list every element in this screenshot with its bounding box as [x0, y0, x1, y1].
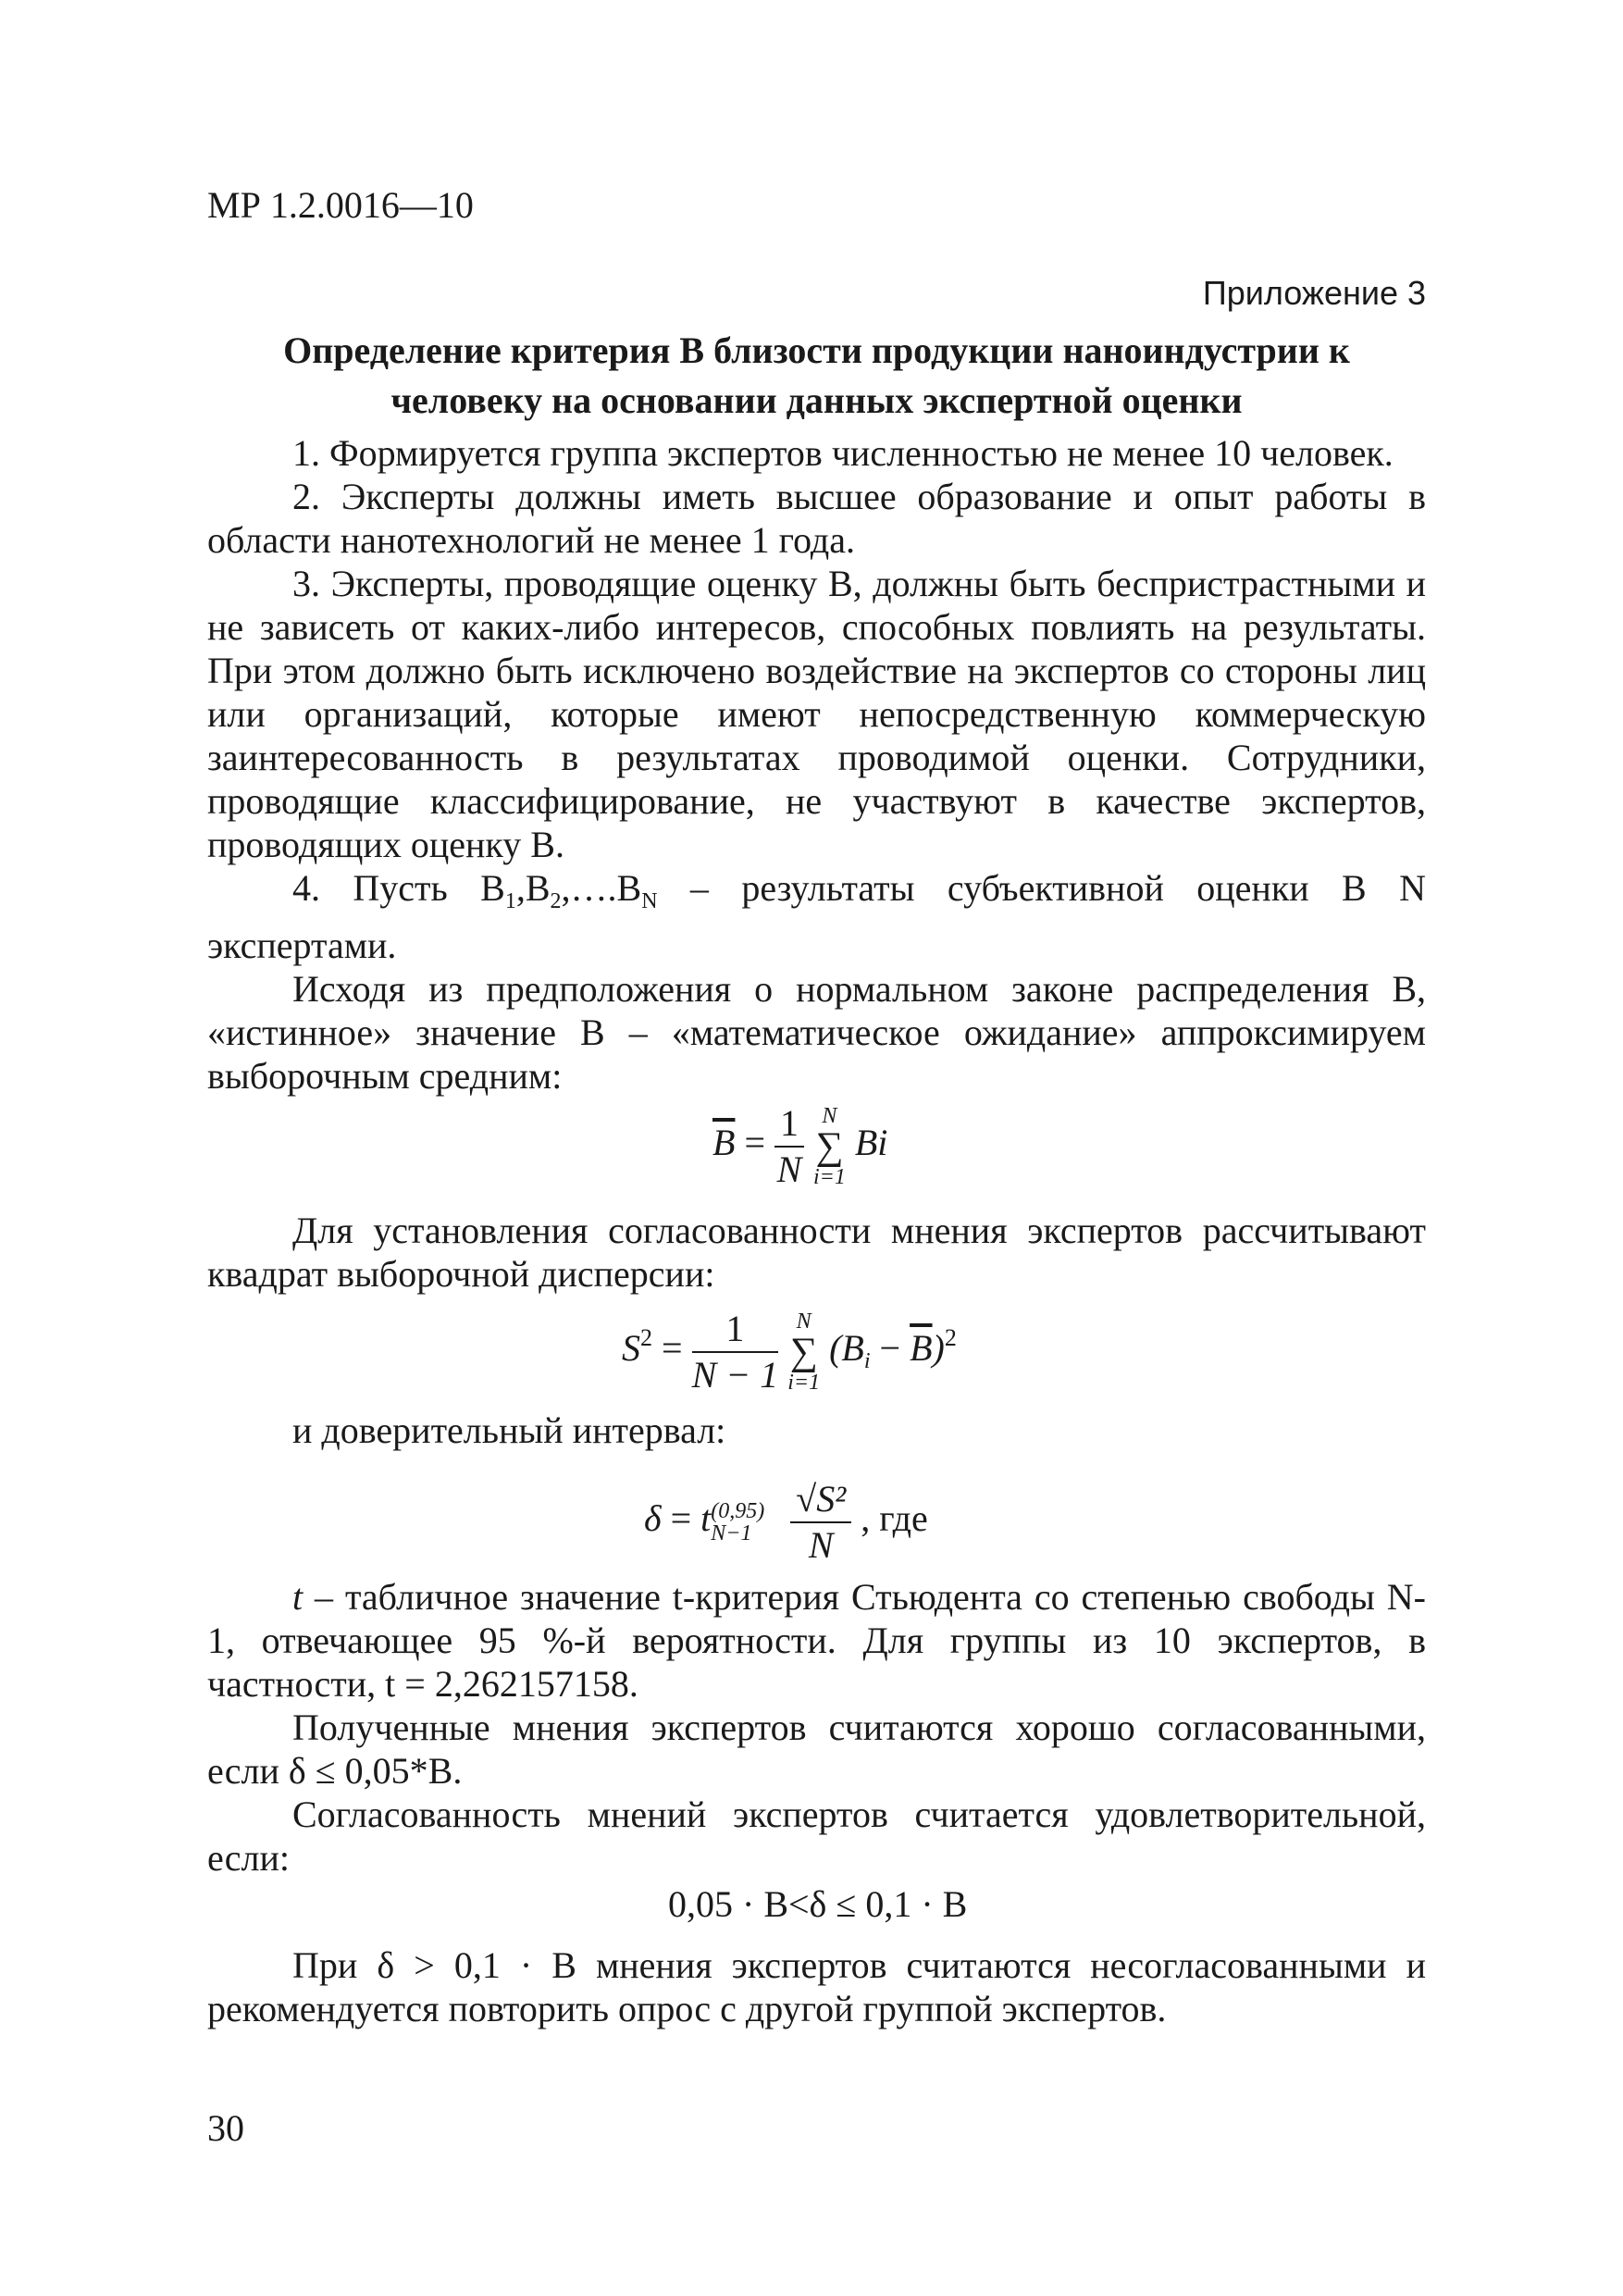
- formula-variance: [622, 1307, 957, 1397]
- formula-1-term: Bi: [854, 1122, 888, 1164]
- formula-3-fraction: $\frac{\text{√S²}}{N}$: [790, 1477, 851, 1568]
- formula-2-term: $(B_i - \overline{B})^2$: [829, 1324, 957, 1374]
- paragraph-item-1: 1. Формируется группа экспертов численностью не менее 10 человек.: [292, 432, 1394, 474]
- body-block-2: [207, 1209, 1426, 1296]
- formula-3-eq: =: [670, 1497, 692, 1540]
- document-code: МР 1.2.0016—10: [207, 184, 474, 226]
- paragraph-sample-mean-intro: Исходя из предположения о нормальном законе распределения В, «истинное» значение В – «математическое ожидание» аппроксимируем выборочным средним:: [207, 968, 1426, 1097]
- body-block-3: [207, 1409, 1426, 1452]
- formula-1-lhs: $\overline{B}$: [712, 1122, 736, 1164]
- paragraph-good-agreement: Полученные мнения экспертов считаются хорошо согласованными, если δ ≤ 0,05*В.: [207, 1706, 1426, 1792]
- section-title: [207, 326, 1426, 426]
- body-block-5: [207, 1943, 1426, 2030]
- paragraph-variance-intro: Для установления согласованности мнения экспертов рассчитывают квадрат выборочной дисперсии:: [207, 1210, 1426, 1295]
- formula-2-sum: N ∑ i=1: [787, 1309, 821, 1395]
- formula-3-lhs: δ: [644, 1497, 662, 1540]
- paragraph-item-3: 3. Эксперты, проводящие оценку В, должны быть беспристрастными и не зависеть от каких-либо интересов, способных повлиять на результаты. При этом должно быть исключено воздействие на экспертов со стороны лиц или организаций, которые имеют непосредственную коммерческую заинтересованность в результатах проводимой оценки. Сотрудники, проводящие классифицирование, не участвуют в качестве экспертов, проводящих оценку В.: [207, 563, 1426, 865]
- formula-1-eq: =: [744, 1122, 765, 1164]
- formula-2-lhs: $S^2$: [622, 1324, 652, 1370]
- page-number: 30: [207, 2107, 244, 2149]
- paragraph-t-definition: t – табличное значение t-критерия Стьюдента со степенью свободы N-1, отвечающее 95 %-й вероятности. Для группы из 10 экспертов, в частности, t = 2,262157158.: [207, 1576, 1426, 1705]
- appendix-label: Приложение 3: [1202, 274, 1426, 312]
- paragraph-item-4: 4. Пусть $В_1,В_2,\dots.В_N$ – результаты субъективной оценки В N экспертами.: [207, 867, 1427, 966]
- paragraph-satisfactory-agreement: Согласованность мнений экспертов считается удовлетворительной, если:: [207, 1793, 1426, 1879]
- formula-satisfactory-range: 0,05 · В<δ ≤ 0,1 · В: [668, 1883, 968, 1925]
- title-line-2: человеку на основании данных экспертной оценки: [390, 379, 1243, 421]
- formula-3-t: t (0,95) N−1: [700, 1497, 765, 1545]
- paragraph-item-2: 2. Эксперты должны иметь высшее образование и опыт работы в области нанотехнологий не менее 1 года.: [207, 476, 1426, 561]
- formula-3-tail: , где: [861, 1497, 928, 1540]
- title-line-1: Определение критерия В близости продукции наноиндустрии к: [283, 329, 1350, 371]
- paragraph-disagreement: При δ > 0,1 · В мнения экспертов считаются несогласованными и рекомендуется повторить опрос с другой группой экспертов.: [207, 1944, 1426, 2029]
- formula-2-eq: =: [662, 1327, 683, 1370]
- formula-1-fraction: $\frac{1}{N}$: [774, 1101, 804, 1192]
- body-block-1: [207, 431, 1426, 1098]
- body-block-4: [207, 1575, 1426, 1880]
- formula-confidence-interval: [644, 1477, 928, 1568]
- paragraph-interval-intro: и доверительный интервал:: [292, 1409, 726, 1451]
- formula-1-sum: N ∑ i=1: [813, 1104, 846, 1189]
- formula-2-fraction: $\frac{1}{N - 1}$: [691, 1308, 779, 1396]
- formula-sample-mean: [712, 1101, 887, 1192]
